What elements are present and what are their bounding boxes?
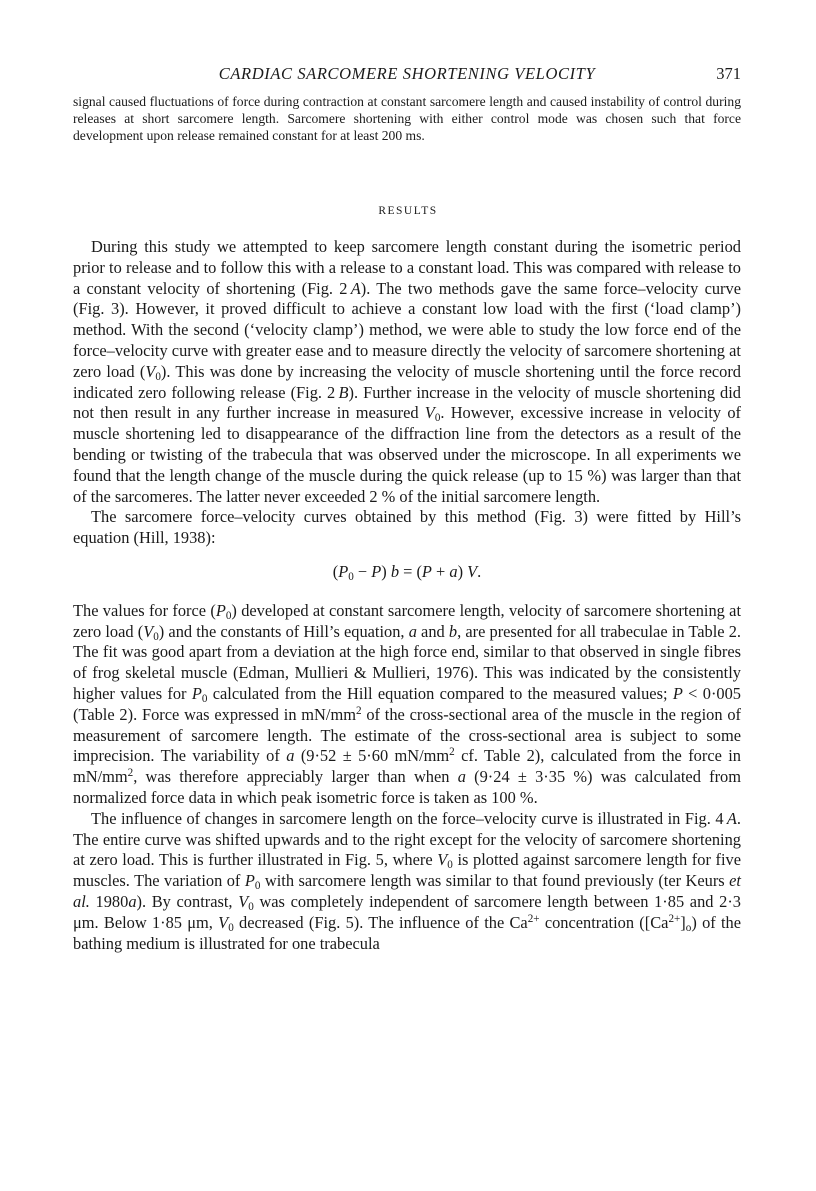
figure-2b-reference[interactable]: Fig. 2 B [296, 382, 349, 402]
figure-2a-reference[interactable]: Fig. 2 A [307, 278, 361, 298]
figure-3-reference[interactable]: Fig. 3 [78, 299, 120, 319]
results-paragraph-1: During this study we attempted to keep sarcomere length constant during the isometric period prior to release and to follow this with a release to a constant load. This was compared with release to a constant velocity of shortening (Fig. 2 A). The two methods gave the same force–velocity curve (Fig. 3). However, it proved difficult to achieve a constant low load with the first (‘load clamp’) method. With the second (‘velocity clamp’) method, we were able to study the low force end of the force–velocity curve with greater ease and to measure directly the velocity of sarcomere shortening at zero load $(V_0)$. This was done by increasing the velocity of muscle shortening until the force record indicated zero following release (Fig. 2 B). Further increase in the velocity of muscle shortening did not then result in any further increase in measured $V_0$. However, excessive increase in velocity of muscle shortening led to disappearance of the diffraction line from the detectors as a result of the bending or twisting of the trabecula that was observed under the microscope. In all experiments we found that the length change of the muscle during the quick release (up to 15 %) was larger than that of the sarcomeres. The latter never exceeded 2 % of the initial sarcomere length. [73, 237, 742, 506]
figure-4a-reference[interactable]: Fig. 4 A [684, 808, 737, 828]
running-header [73, 64, 741, 86]
results-section [73, 237, 741, 954]
results-paragraph-3: The values for force $(P_0)$ developed at constant sarcomere length, velocity of sarcomere shortening at zero load $(V_0)$ and the constants of Hill’s equation, a and b, are presented for all trabeculae in Table 2. The fit was good apart from a deviation at the high force end, similar to that observed in single fibres of frog skeletal muscle (Edman, Mullieri & Mullieri, 1976). This was indicated by the consistently higher values for $P_0$ calculated from the Hill equation compared to the measured values; P < 0·005 (Table 2). Force was expressed in $mN/mm^2$ of the cross-sectional area of the muscle in the region of measurement of sarcomere length. The estimate of the cross-sectional area is subject to some imprecision. The variability of a (9·52 ± 5·60 $mN/mm^2$ cf. Table 2), calculated from the force in $mN/mm^2$, was therefore appreciably larger than when a (9·24 ± 3·35 %) was calculated from normalized force data in which peak isometric force is taken as 100 %. [73, 600, 742, 807]
results-paragraph-2: The sarcomere force–velocity curves obtained by this method (Fig. 3) were fitted by Hill’s equation (Hill, 1938): [73, 507, 742, 548]
hill-equation: $(P_0 - P) b = (P + a)$ V. [332, 561, 482, 584]
page-number: 371 [716, 64, 741, 83]
figure-5-reference[interactable]: Fig. 5 [345, 850, 384, 870]
citation-hill-1938[interactable]: Hill, 1938 [139, 528, 206, 548]
results-heading: RESULTS [378, 205, 438, 217]
figure-3-reference[interactable]: Fig. 3 [539, 507, 583, 527]
citation-ter-keurs-1980a[interactable]: ter Keurs et al. 1980a [73, 871, 741, 911]
citation-edman-1976[interactable]: Edman, Mullieri & Mullieri, 1976 [238, 663, 469, 683]
figure-5-reference[interactable]: Fig. 5 [314, 912, 354, 932]
methods-paragraph: signal caused fluctuations of force during contraction at constant sarcomere length and caused instability of control during releases at short sarcomere length. Sarcomere shortening with either control mode was chosen such that force development upon release remained constant for at least 200 ms. [73, 94, 741, 144]
results-paragraph-4: The influence of changes in sarcomere length on the force–velocity curve is illustrated in Fig. 4 A. The entire curve was shifted upwards and to the right except for the velocity of sarcomere shortening at zero load. This is further illustrated in Fig. 5, where $V_0$ is plotted against sarcomere length for five muscles. The variation of $P_0$ with sarcomere length was similar to that found previously (ter Keurs et al. 1980a). By contrast, $V_0$ was completely independent of sarcomere length between 1·85 and 2·3 μm. Below 1·85 μm, $V_0$ decreased (Fig. 5). The influence of the $Ca^{2+}$ concentration $([Ca^{2+}]_o)$ of the bathing medium is illustrated for one trabecula [73, 808, 742, 953]
running-title: CARDIAC SARCOMERE SHORTENING VELOCITY [218, 64, 596, 83]
methods-continuation [73, 93, 741, 145]
